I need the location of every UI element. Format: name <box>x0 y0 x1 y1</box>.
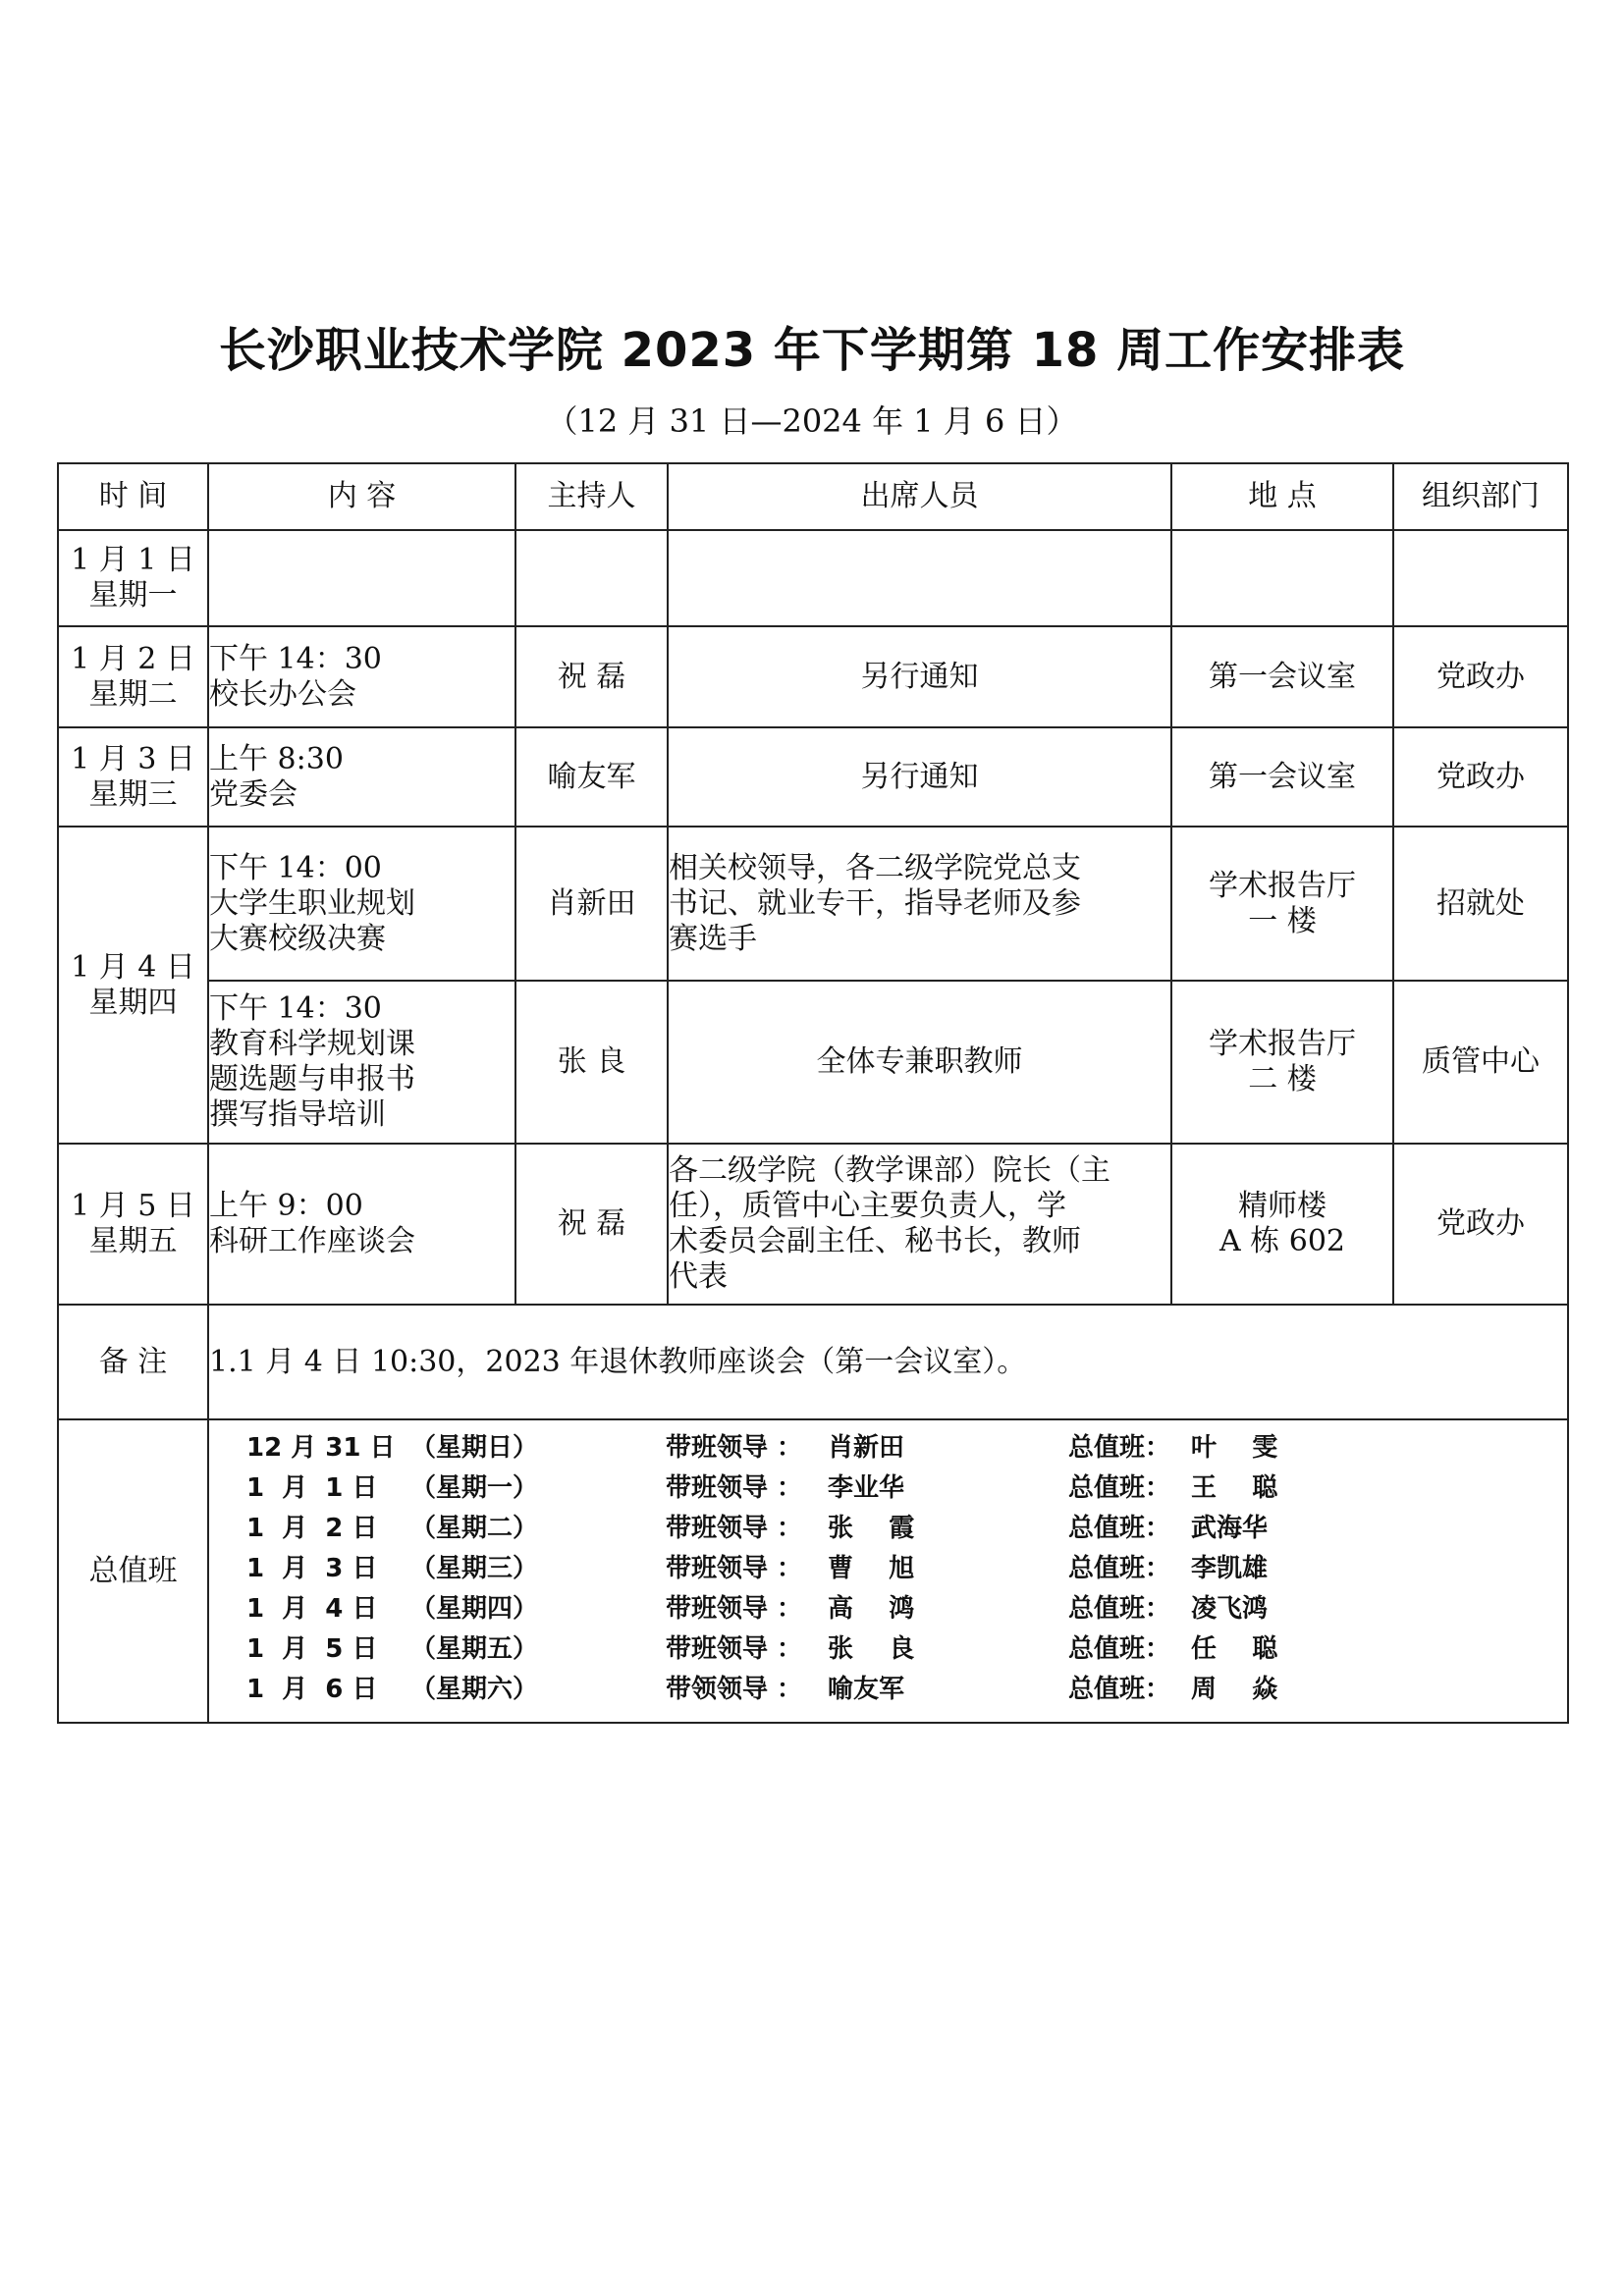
lead-label: 带班领导 ： <box>666 1473 803 1503</box>
host-cell <box>515 530 668 626</box>
header-time: 时 间 <box>58 463 208 530</box>
attendees-cell: 各二级学院（教学课部）院长（主 任），质管中心主要负责人，学 术委员会副主任、秘书长，教师 代表 <box>668 1144 1171 1305</box>
lead-name: 张 良 <box>828 1634 915 1664</box>
table-row <box>58 827 1568 981</box>
duty-weekday: （星期三） <box>410 1554 539 1583</box>
lead-label: 带班领导 ： <box>666 1433 803 1463</box>
lead-label: 带班领导 ： <box>666 1514 803 1543</box>
attendees-cell <box>668 530 1171 626</box>
list-item <box>209 1549 1567 1589</box>
duty-weekday: （星期五） <box>410 1634 539 1664</box>
list-item <box>209 1428 1567 1468</box>
dept-cell: 招就处 <box>1393 827 1568 981</box>
notes-text: 1.1 月 4 日 10:30，2023 年退休教师座谈会（第一会议室）。 <box>208 1305 1568 1419</box>
time-cell: 1 月 5 日 星期五 <box>58 1144 208 1305</box>
content-cell: 下午 14：30 校长办公会 <box>208 626 515 727</box>
duty-weekday: （星期二） <box>410 1514 539 1543</box>
table-row <box>58 530 1568 626</box>
time-cell: 1 月 1 日 星期一 <box>58 530 208 626</box>
dept-cell <box>1393 530 1568 626</box>
duty-date: 1 月 2 日 <box>246 1514 378 1543</box>
duty-officer-label: 总值班： <box>1068 1473 1171 1503</box>
header-content: 内 容 <box>208 463 515 530</box>
header-place: 地 点 <box>1171 463 1393 530</box>
host-cell: 肖新田 <box>515 827 668 981</box>
duty-label: 总值班 <box>58 1419 208 1723</box>
duty-officer-name: 凌飞鸿 <box>1191 1594 1269 1624</box>
date-range: （12 月 31 日—2024 年 1 月 6 日） <box>546 402 1078 440</box>
place-cell: 第一会议室 <box>1171 626 1393 727</box>
notes-label: 备 注 <box>58 1305 208 1419</box>
list-item <box>209 1589 1567 1629</box>
schedule-table-body <box>58 463 1568 1723</box>
header-row <box>58 463 1568 530</box>
duty-weekday: （星期日） <box>410 1433 539 1463</box>
place-cell: 第一会议室 <box>1171 727 1393 827</box>
list-item <box>209 1629 1567 1670</box>
dept-cell: 党政办 <box>1393 1144 1568 1305</box>
attendees-cell: 另行通知 <box>668 727 1171 827</box>
header-attendees: 出席人员 <box>668 463 1171 530</box>
duty-roster <box>208 1419 1568 1723</box>
lead-label: 带班领导 ： <box>666 1594 803 1624</box>
table-row <box>58 626 1568 727</box>
time-cell: 1 月 3 日 星期三 <box>58 727 208 827</box>
duty-date: 1 月 4 日 <box>246 1594 378 1624</box>
lead-label: 带班领导 ： <box>666 1554 803 1583</box>
duty-officer-name: 王 聪 <box>1191 1473 1278 1503</box>
attendees-cell: 另行通知 <box>668 626 1171 727</box>
attendees-cell: 相关校领导，各二级学院党总支 书记、就业专干，指导老师及参 赛选手 <box>668 827 1171 981</box>
lead-name: 高 鸿 <box>828 1594 915 1624</box>
place-cell <box>1171 530 1393 626</box>
list-item <box>209 1509 1567 1549</box>
content-cell: 上午 9：00 科研工作座谈会 <box>208 1144 515 1305</box>
notes-row <box>58 1305 1568 1419</box>
duty-officer-label: 总值班： <box>1068 1514 1171 1543</box>
lead-name: 张 霞 <box>828 1514 915 1543</box>
duty-officer-label: 总值班： <box>1068 1554 1171 1583</box>
duty-row <box>58 1419 1568 1723</box>
place-cell: 学术报告厅 一 楼 <box>1171 827 1393 981</box>
duty-list <box>209 1420 1567 1722</box>
duty-officer-name: 武海华 <box>1191 1514 1269 1543</box>
host-cell: 喻友军 <box>515 727 668 827</box>
attendees-cell: 全体专兼职教师 <box>668 981 1171 1144</box>
place-cell: 学术报告厅 二 楼 <box>1171 981 1393 1144</box>
page-title: 长沙职业技术学院 2023 年下学期第 18 周工作安排表 <box>218 323 1406 378</box>
duty-weekday: （星期一） <box>410 1473 539 1503</box>
dept-cell: 党政办 <box>1393 626 1568 727</box>
duty-officer-name: 周 焱 <box>1191 1675 1278 1704</box>
lead-label: 带领领导 ： <box>666 1675 803 1704</box>
table-row <box>58 1144 1568 1305</box>
duty-date: 12 月 31 日 <box>246 1433 396 1463</box>
schedule-table <box>57 462 1569 1724</box>
duty-weekday: （星期四） <box>410 1594 539 1624</box>
lead-label: 带班领导 ： <box>666 1634 803 1664</box>
host-cell: 祝 磊 <box>515 1144 668 1305</box>
list-item <box>209 1670 1567 1710</box>
header-host: 主持人 <box>515 463 668 530</box>
time-cell: 1 月 4 日 星期四 <box>58 827 208 1144</box>
place-cell: 精师楼 A 栋 602 <box>1171 1144 1393 1305</box>
duty-date: 1 月 1 日 <box>246 1473 378 1503</box>
duty-officer-label: 总值班： <box>1068 1433 1171 1463</box>
duty-date: 1 月 6 日 <box>246 1675 378 1704</box>
duty-officer-name: 任 聪 <box>1191 1634 1278 1664</box>
duty-date: 1 月 3 日 <box>246 1554 378 1583</box>
table-row <box>58 727 1568 827</box>
duty-date: 1 月 5 日 <box>246 1634 378 1664</box>
dept-cell: 质管中心 <box>1393 981 1568 1144</box>
host-cell: 祝 磊 <box>515 626 668 727</box>
content-cell: 下午 14：00 大学生职业规划 大赛校级决赛 <box>208 827 515 981</box>
table-row <box>58 981 1568 1144</box>
duty-officer-label: 总值班： <box>1068 1594 1171 1624</box>
lead-name: 喻友军 <box>828 1675 905 1704</box>
content-cell: 下午 14：30 教育科学规划课 题选题与申报书 撰写指导培训 <box>208 981 515 1144</box>
duty-officer-label: 总值班： <box>1068 1675 1171 1704</box>
content-cell <box>208 530 515 626</box>
duty-officer-label: 总值班： <box>1068 1634 1171 1664</box>
list-item <box>209 1468 1567 1509</box>
dept-cell: 党政办 <box>1393 727 1568 827</box>
lead-name: 肖新田 <box>828 1433 905 1463</box>
duty-officer-name: 李凯雄 <box>1191 1554 1269 1583</box>
host-cell: 张 良 <box>515 981 668 1144</box>
header-dept: 组织部门 <box>1393 463 1568 530</box>
lead-name: 李业华 <box>828 1473 905 1503</box>
content-cell: 上午 8:30 党委会 <box>208 727 515 827</box>
duty-officer-name: 叶 雯 <box>1191 1433 1278 1463</box>
time-cell: 1 月 2 日 星期二 <box>58 626 208 727</box>
lead-name: 曹 旭 <box>828 1554 915 1583</box>
duty-weekday: （星期六） <box>410 1675 539 1704</box>
